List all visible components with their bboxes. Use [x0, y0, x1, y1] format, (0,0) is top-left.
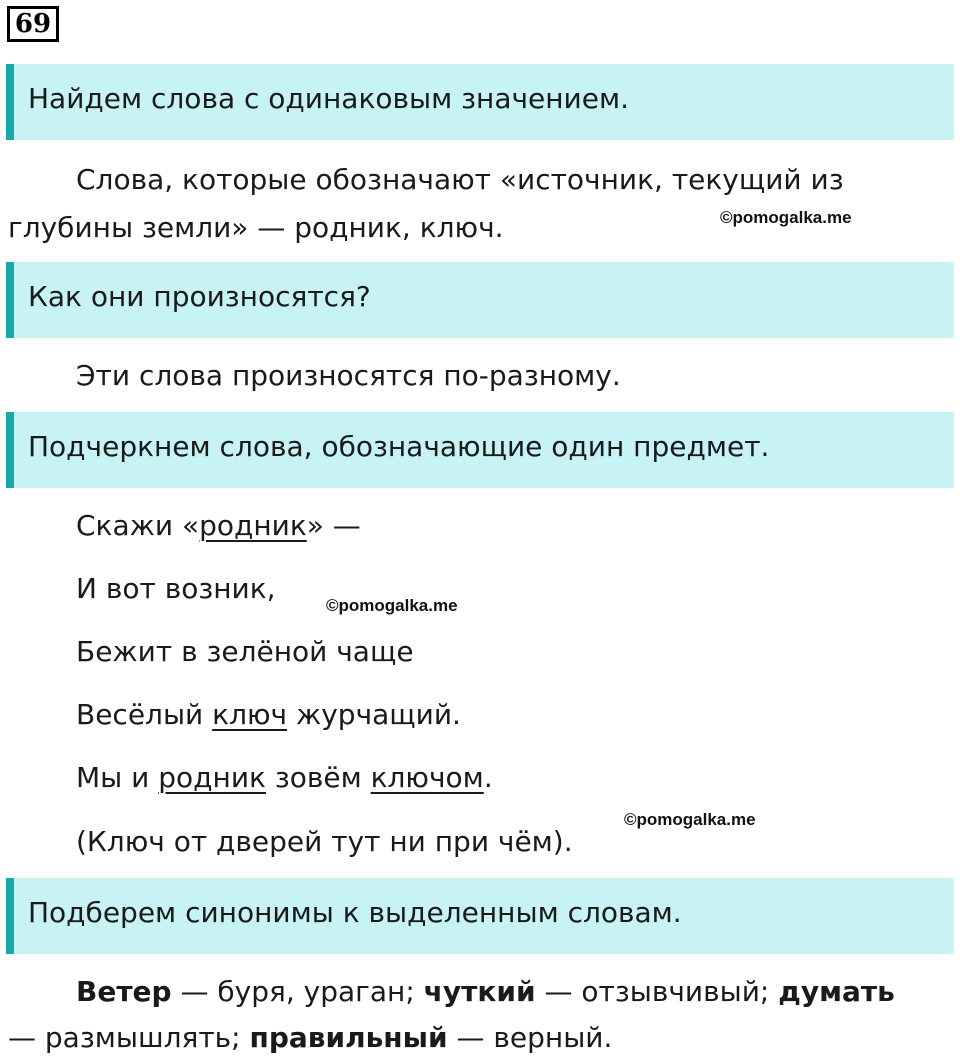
bold-word: Ветер	[76, 975, 172, 1008]
heading-text: Найдем слова с одинаковым значением.	[28, 82, 630, 115]
bold-word: правильный	[249, 1021, 448, 1054]
bold-word: думать	[778, 975, 895, 1008]
poem-line-6: (Ключ от дверей тут ни при чём).	[76, 825, 573, 858]
section-heading-2	[6, 262, 954, 338]
section-heading-1	[6, 64, 954, 140]
underlined-word: родник	[158, 761, 266, 794]
heading-text: Как они произносятся?	[28, 280, 371, 313]
underlined-word: родник	[199, 509, 307, 542]
watermark: ©pomogalka.me	[720, 208, 852, 227]
poem-line-3: Бежит в зелёной чаще	[76, 635, 414, 668]
poem-line-5: Мы и родник зовём ключом.	[76, 761, 493, 794]
underlined-word: ключ	[212, 698, 288, 731]
paragraph-line: Слова, которые обозначают «источник, текущий из	[76, 163, 844, 196]
poem-line-1: Скажи «родник» —	[76, 509, 361, 542]
watermark: ©pomogalka.me	[326, 596, 458, 615]
paragraph-line: глубины земли» — родник, ключ.	[8, 211, 504, 244]
heading-text: Подберем синонимы к выделенным словам.	[28, 896, 682, 929]
paragraph-line: Эти слова произносятся по-разному.	[76, 359, 621, 392]
bold-word: чуткий	[423, 975, 536, 1008]
poem-line-4: Весёлый ключ журчащий.	[76, 698, 461, 731]
task-number: 69	[7, 6, 59, 42]
poem-line-2: И вот возник,	[76, 572, 276, 605]
synonyms-line-2: — размышлять; правильный — верный.	[8, 1021, 613, 1054]
heading-text: Подчеркнем слова, обозначающие один предмет.	[28, 430, 770, 463]
underlined-word: ключом	[370, 761, 484, 794]
section-heading-3	[6, 412, 954, 488]
section-heading-4	[6, 878, 954, 954]
watermark: ©pomogalka.me	[624, 810, 756, 829]
synonyms-line-1: Ветер — буря, ураган; чуткий — отзывчивый; думать	[76, 975, 895, 1008]
